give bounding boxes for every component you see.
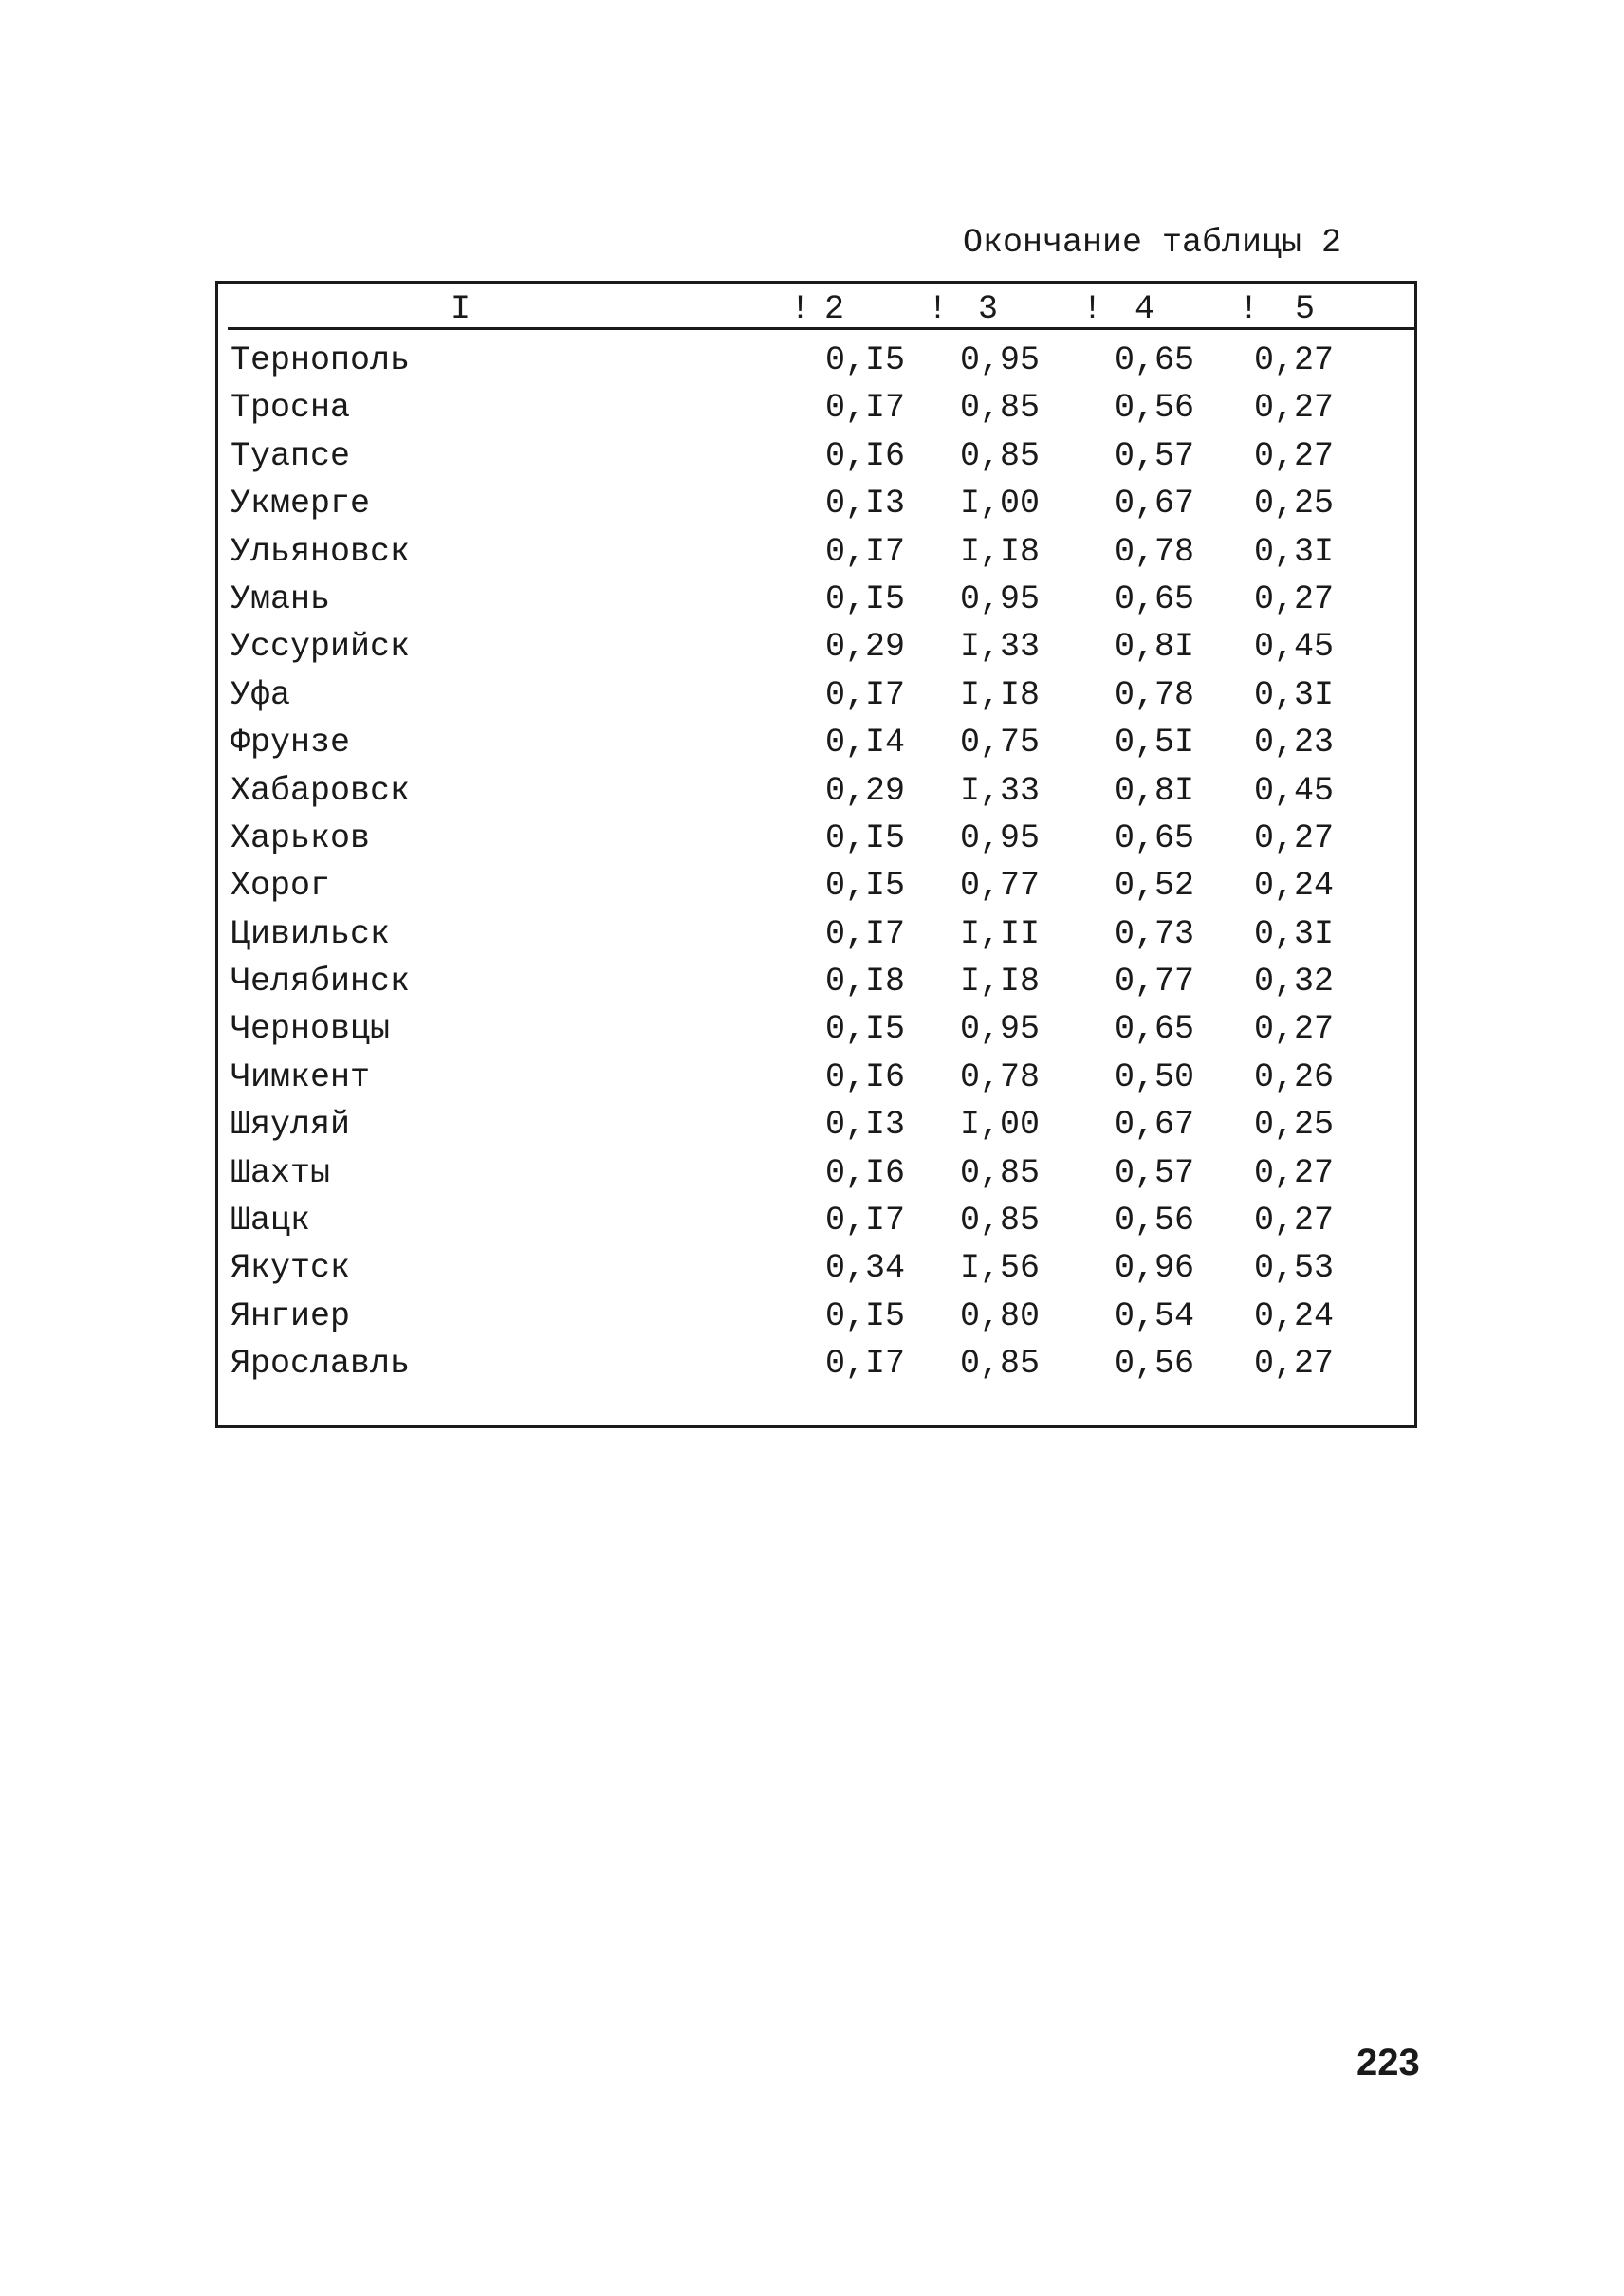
- city-name: Цивильск: [231, 914, 391, 953]
- value-col-3: 0,85: [960, 1153, 1041, 1192]
- value-col-3: I,56: [960, 1249, 1041, 1288]
- header-separator: !: [1082, 290, 1103, 328]
- city-name: Якутск: [231, 1249, 351, 1288]
- value-col-4: 0,67: [1115, 1106, 1195, 1145]
- table-row: [228, 480, 1404, 527]
- city-name: Янгиер: [231, 1296, 351, 1335]
- value-col-2: 0,I8: [825, 963, 906, 1001]
- value-col-4: 0,67: [1115, 485, 1195, 523]
- table-row: [228, 910, 1404, 958]
- value-col-2: 0,I5: [825, 1296, 906, 1335]
- table-row: [228, 767, 1404, 815]
- city-name: Ярославль: [231, 1345, 411, 1384]
- value-col-2: 0,I5: [825, 579, 906, 618]
- value-col-4: 0,65: [1115, 818, 1195, 857]
- table-row: [228, 1340, 1404, 1387]
- table-row: [228, 432, 1404, 480]
- value-col-3: 0,95: [960, 1010, 1041, 1049]
- value-col-5: 0,26: [1254, 1057, 1335, 1096]
- value-col-2: 0,I7: [825, 1345, 906, 1384]
- value-col-2: 0,I6: [825, 1057, 906, 1096]
- value-col-3: 0,95: [960, 341, 1041, 379]
- header-col-1: I: [451, 290, 471, 328]
- value-col-5: 0,27: [1254, 818, 1335, 857]
- value-col-5: 0,25: [1254, 485, 1335, 523]
- city-name: Харьков: [231, 818, 371, 857]
- table-row: [228, 1197, 1404, 1244]
- table-body: [228, 337, 1404, 1388]
- value-col-5: 0,27: [1254, 1202, 1335, 1240]
- city-name: Челябинск: [231, 963, 411, 1001]
- city-name: Шацк: [231, 1202, 311, 1240]
- city-name: Тернополь: [231, 341, 411, 379]
- value-col-3: 0,80: [960, 1296, 1041, 1335]
- value-col-2: 0,29: [825, 628, 906, 667]
- value-col-4: 0,8I: [1115, 771, 1195, 810]
- table-row: [228, 719, 1404, 766]
- table-row: [228, 1293, 1404, 1340]
- value-col-3: 0,78: [960, 1057, 1041, 1096]
- value-col-5: 0,23: [1254, 724, 1335, 762]
- table-row: [228, 958, 1404, 1005]
- value-col-5: 0,24: [1254, 1296, 1335, 1335]
- value-col-4: 0,52: [1115, 867, 1195, 906]
- value-col-2: 0,I7: [825, 1202, 906, 1240]
- value-col-2: 0,I4: [825, 724, 906, 762]
- city-name: Чимкент: [231, 1057, 371, 1096]
- value-col-2: 0,I6: [825, 436, 906, 475]
- value-col-5: 0,27: [1254, 436, 1335, 475]
- value-col-3: 0,75: [960, 724, 1041, 762]
- header-col-4: 4: [1135, 290, 1155, 328]
- value-col-4: 0,50: [1115, 1057, 1195, 1096]
- value-col-3: 0,85: [960, 1345, 1041, 1384]
- value-col-5: 0,27: [1254, 341, 1335, 379]
- city-name: Шяуляй: [231, 1106, 351, 1145]
- value-col-2: 0,I7: [825, 389, 906, 428]
- value-col-5: 0,3I: [1254, 914, 1335, 953]
- value-col-4: 0,65: [1115, 341, 1195, 379]
- value-col-3: 0,77: [960, 867, 1041, 906]
- table-row: [228, 1149, 1404, 1197]
- table-row: [228, 1005, 1404, 1053]
- table-row: [228, 384, 1404, 432]
- header-col-2: 2: [824, 290, 845, 328]
- value-col-3: I,33: [960, 628, 1041, 667]
- value-col-2: 0,I7: [825, 914, 906, 953]
- value-col-4: 0,5I: [1115, 724, 1195, 762]
- value-col-3: I,I8: [960, 675, 1041, 714]
- value-col-4: 0,78: [1115, 675, 1195, 714]
- table-row: [228, 1244, 1404, 1292]
- value-col-4: 0,54: [1115, 1296, 1195, 1335]
- city-name: Умань: [231, 579, 331, 618]
- value-col-5: 0,24: [1254, 867, 1335, 906]
- value-col-5: 0,25: [1254, 1106, 1335, 1145]
- value-col-5: 0,32: [1254, 963, 1335, 1001]
- value-col-4: 0,65: [1115, 579, 1195, 618]
- value-col-5: 0,45: [1254, 771, 1335, 810]
- table-row: [228, 528, 1404, 576]
- value-col-5: 0,27: [1254, 1010, 1335, 1049]
- value-col-3: 0,85: [960, 1202, 1041, 1240]
- header-col-3: 3: [978, 290, 999, 328]
- value-col-5: 0,3I: [1254, 532, 1335, 571]
- table-row: [228, 862, 1404, 909]
- value-col-2: 0,I3: [825, 485, 906, 523]
- city-name: Укмерге: [231, 485, 371, 523]
- table-header: [231, 290, 1418, 328]
- value-col-2: 0,34: [825, 1249, 906, 1288]
- value-col-4: 0,77: [1115, 963, 1195, 1001]
- value-col-3: 0,95: [960, 818, 1041, 857]
- value-col-4: 0,96: [1115, 1249, 1195, 1288]
- value-col-4: 0,8I: [1115, 628, 1195, 667]
- city-name: Уфа: [231, 675, 291, 714]
- value-col-4: 0,65: [1115, 1010, 1195, 1049]
- value-col-2: 0,I5: [825, 818, 906, 857]
- value-col-3: 0,85: [960, 436, 1041, 475]
- value-col-4: 0,57: [1115, 436, 1195, 475]
- city-name: Черновцы: [231, 1010, 391, 1049]
- value-col-2: 0,I6: [825, 1153, 906, 1192]
- value-col-2: 0,I5: [825, 341, 906, 379]
- value-col-4: 0,56: [1115, 1202, 1195, 1240]
- value-col-2: 0,I7: [825, 532, 906, 571]
- header-separator: !: [790, 290, 811, 328]
- value-col-2: 0,I5: [825, 867, 906, 906]
- value-col-5: 0,27: [1254, 389, 1335, 428]
- value-col-5: 0,27: [1254, 1153, 1335, 1192]
- value-col-3: 0,95: [960, 579, 1041, 618]
- value-col-5: 0,53: [1254, 1249, 1335, 1288]
- value-col-5: 0,45: [1254, 628, 1335, 667]
- value-col-3: I,I8: [960, 532, 1041, 571]
- value-col-2: 0,29: [825, 771, 906, 810]
- city-name: Туапсе: [231, 436, 351, 475]
- value-col-2: 0,I7: [825, 675, 906, 714]
- table-row: [228, 671, 1404, 719]
- value-col-5: 0,27: [1254, 1345, 1335, 1384]
- page-number: 223: [1356, 2042, 1420, 2084]
- value-col-3: I,00: [960, 485, 1041, 523]
- city-name: Ульяновск: [231, 532, 411, 571]
- value-col-5: 0,27: [1254, 579, 1335, 618]
- value-col-4: 0,56: [1115, 1345, 1195, 1384]
- header-separator: !: [928, 290, 949, 328]
- table-row: [228, 623, 1404, 670]
- value-col-3: I,I8: [960, 963, 1041, 1001]
- value-col-4: 0,73: [1115, 914, 1195, 953]
- table-row: [228, 1054, 1404, 1101]
- table-row: [228, 576, 1404, 623]
- value-col-2: 0,I3: [825, 1106, 906, 1145]
- city-name: Хорог: [231, 867, 331, 906]
- value-col-3: I,33: [960, 771, 1041, 810]
- header-rule: [228, 327, 1417, 330]
- value-col-3: I,II: [960, 914, 1041, 953]
- value-col-5: 0,3I: [1254, 675, 1335, 714]
- city-name: Уссурийск: [231, 628, 411, 667]
- header-separator: !: [1239, 290, 1260, 328]
- header-col-5: 5: [1295, 290, 1316, 328]
- value-col-3: I,00: [960, 1106, 1041, 1145]
- value-col-2: 0,I5: [825, 1010, 906, 1049]
- table-row: [228, 1101, 1404, 1148]
- city-name: Фрунзе: [231, 724, 351, 762]
- value-col-4: 0,57: [1115, 1153, 1195, 1192]
- city-name: Шахты: [231, 1153, 331, 1192]
- city-name: Тросна: [231, 389, 351, 428]
- city-name: Хабаровск: [231, 771, 411, 810]
- value-col-4: 0,56: [1115, 389, 1195, 428]
- table-caption: Окончание таблицы 2: [963, 224, 1342, 262]
- value-col-4: 0,78: [1115, 532, 1195, 571]
- value-col-3: 0,85: [960, 389, 1041, 428]
- table-row: [228, 337, 1404, 384]
- table-row: [228, 815, 1404, 862]
